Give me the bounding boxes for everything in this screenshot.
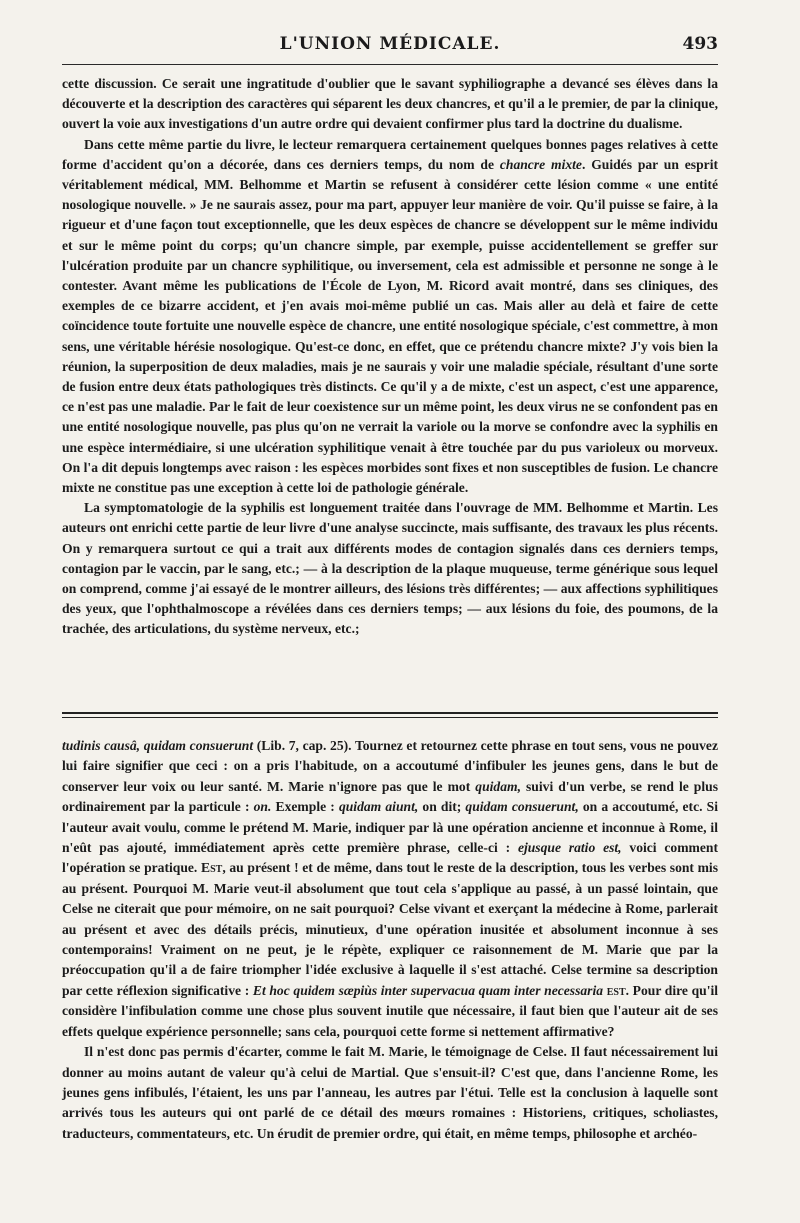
- text-run: suivi d'un verbe, se rend le plus ordinairement par la particule :: [62, 778, 718, 815]
- text-run: . Pour dire qu'il considère l'infibulation comme une chose plus souvent inutile que nécessaire, il faut bien que l'auteur ait de ses effets quelque expérience personnelle; sans cela, pourquoi cette forme si nettement affirmative?: [62, 982, 719, 1039]
- note-paragraph-1: [62, 736, 718, 1042]
- footnote-separator: [62, 712, 718, 714]
- text-run: La symptomatologie de la syphilis est longuement traitée dans l'ouvrage de MM. Belhomme et Martin. Les auteurs ont enrichi cette partie de leur livre d'une analyse succincte, mais suffisante, des travaux les plus récents. On y remarquera surtout ce qui a trait aux différents modes de contagion signalés dans ces derniers temps, contagion par le vaccin, par le sang, etc.; — à la description de la plaque muqueuse, terme générique sous lequel on comprend, comme j'ai essayé de le montrer ailleurs, des lésions très différentes; — aux affections syphilitiques des yeux, que l'ophthalmoscope a révélées dans ces derniers temps; — aux lésions du foie, des poumons, de la trachée, des articulations, du système nerveux, etc.;: [62, 500, 718, 637]
- italic-run: ejusque ratio est,: [517, 840, 622, 856]
- italic-run: Et hoc quidem sæpiùs inter supervacua quam inter necessaria: [252, 982, 604, 998]
- footnote-text: [62, 736, 718, 1144]
- italic-run: quidam aiunt,: [338, 799, 419, 815]
- italic-run: on.: [253, 799, 272, 815]
- text-run: , au présent ! et de même, dans tout le reste de la description, tous les verbes sont mis au présent. Pourquoi M. Marie veut-il absolument que tout cela s'applique au passé, à un passé lointain, que Celse ne citerait que pour mémoire, on ne sait pourquoi? Celse vivant et exerçant la médecine à Rome, parlerait au présent et avec des détails précis, minutieux, d'une opération inusitée et absolument inconnue à ses contemporains! Vraiment on ne peut, je le répète, expliquer ce raisonnement de M. Marie que par la préoccupation qu'il a de faire triompher l'idée exclusive à laquelle il s'est attaché. Celse termine sa description par cette réflexion significative :: [62, 860, 719, 998]
- italic-run: quidam,: [475, 778, 521, 794]
- smallcaps-run: Est: [201, 860, 223, 876]
- note-paragraph-2: [62, 1042, 718, 1144]
- text-run: cette discussion. Ce serait une ingratitude d'oublier que le savant syphiliographe a devancé ses élèves dans la découverte et la description des caractères qui séparent les deux chancres, et qu'il a le premier, de par la clinique, ouvert la voie aux investigations d'un autre ordre qui devaient confirmer plus tard la doctrine du dualisme.: [62, 76, 718, 132]
- paragraph-3: [62, 498, 718, 639]
- smallcaps-run: est: [603, 982, 626, 998]
- italic-run: quidam consuerunt,: [465, 799, 579, 815]
- text-run: (Lib. 7, cap. 25). Tournez et retournez cette phrase en tout sens, vous ne pouvez lui faire signifier que ceci : on a pris l'habitude, on a accoutumé d'infibuler les jeunes gens, dans le but de conserver leur voix ou leur santé. M. Marie n'ignore pas que le mot: [62, 738, 719, 794]
- text-run: voici comment l'opération se pratique.: [62, 840, 718, 876]
- text-run: on dit;: [418, 799, 466, 815]
- text-run: Il n'est donc pas permis d'écarter, comme le fait M. Marie, le témoignage de Celse. Il faut nécessairement lui donner au moins autant de valeur qu'à celui de Martial. Que s'ensuit-il? C'est que, dans l'ancienne Rome, les jeunes gens infibulés, l'étaient, les uns par l'anneau, les autres par l'étui. Telle est la conclusion à laquelle sont arrivés tous les auteurs qui ont parlé de ce détail des mœurs romaines : Historiens, critiques, scholiastes, traducteurs, commentateurs, etc. Un érudit de premier ordre, qui était, en même temps, philosophe et archéo-: [62, 1044, 718, 1141]
- text-run: . Guidés par un esprit véritablement médical, MM. Belhomme et Martin se refusent à considérer cette lésion comme « une entité nosologique nouvelle. » Je ne saurais assez, pour ma part, appuyer leur manière de voir. Qu'il puisse se faire, à la rigueur et d'une façon tout exceptionnelle, que les deux espèces de chancre se développent sur le même individu et sur le même point du corps; qu'un chancre simple, par exemple, puisse accidentellement se greffer sur l'ulcération produite par un chancre syphilitique, ou inversement, cela est admissible et personne ne songe à le contester. Avant même les publications de l'École de Lyon, M. Ricord avait montré, dans ses cliniques, des exemples de ce bizarre accident, et j'en avais moi-même publié un cas. Mais aller au delà et faire de cette coïncidence toute fortuite une nouvelle espèce de chancre, une entité nosologique spéciale, c'est commettre, à mon sens, une véritable hérésie nosologique. Qu'est-ce donc, en effet, que ce prétendu chancre mixte? J'y vois bien la réunion, la superposition de deux maladies, mais je ne saurais y voir une maladie spéciale, résultant d'une sorte de fusion entre deux états pathologiques très distincts. Ce qu'il y a de mixte, c'est un aspect, c'est une apparence, ce n'est pas une maladie. Par le fait de leur coexistence sur un même point, les deux virus ne se confondent pas en une entité nosologique nouvelle, pas plus qu'on ne verrait la variole ou la morve se confondre avec la syphilis en une espèce intermédiaire, si une ulcération syphilitique venait à être touchée par du pus varioleux ou morveux. On l'a dit depuis longtemps avec raison : les espèces morbides sont fixes et non susceptibles de fusion. Le chancre mixte ne constitue pas une exception à cette loi de pathologie générale.: [62, 156, 718, 496]
- text-run: Dans cette même partie du livre, le lecteur remarquera certainement quelques bonnes pages relatives à cette forme d'accident qu'on a décorée, dans ces derniers temps, du nom de: [62, 136, 718, 172]
- text-run: Exemple :: [271, 799, 339, 815]
- main-text: [62, 74, 718, 640]
- footnote-separator-thin: [62, 717, 718, 718]
- text-run: on a accoutumé, etc. Si l'auteur avait voulu, comme le prétend M. Marie, indiquer par là une opération ancienne et inconnue à Rome, il n'eût pas ajouté, immédiatement après cette première phrase, celle-ci :: [62, 799, 718, 856]
- paragraph-1: [62, 74, 718, 135]
- paragraph-2: [62, 135, 718, 499]
- header-rule: [62, 64, 718, 65]
- page-number: 493: [682, 34, 718, 54]
- italic-run: tudinis causâ, quidam consuerunt: [62, 738, 254, 753]
- running-title: L'UNION MÉDICALE.: [279, 34, 501, 54]
- italic-run: chancre mixte: [499, 156, 582, 172]
- page-header: [62, 30, 718, 66]
